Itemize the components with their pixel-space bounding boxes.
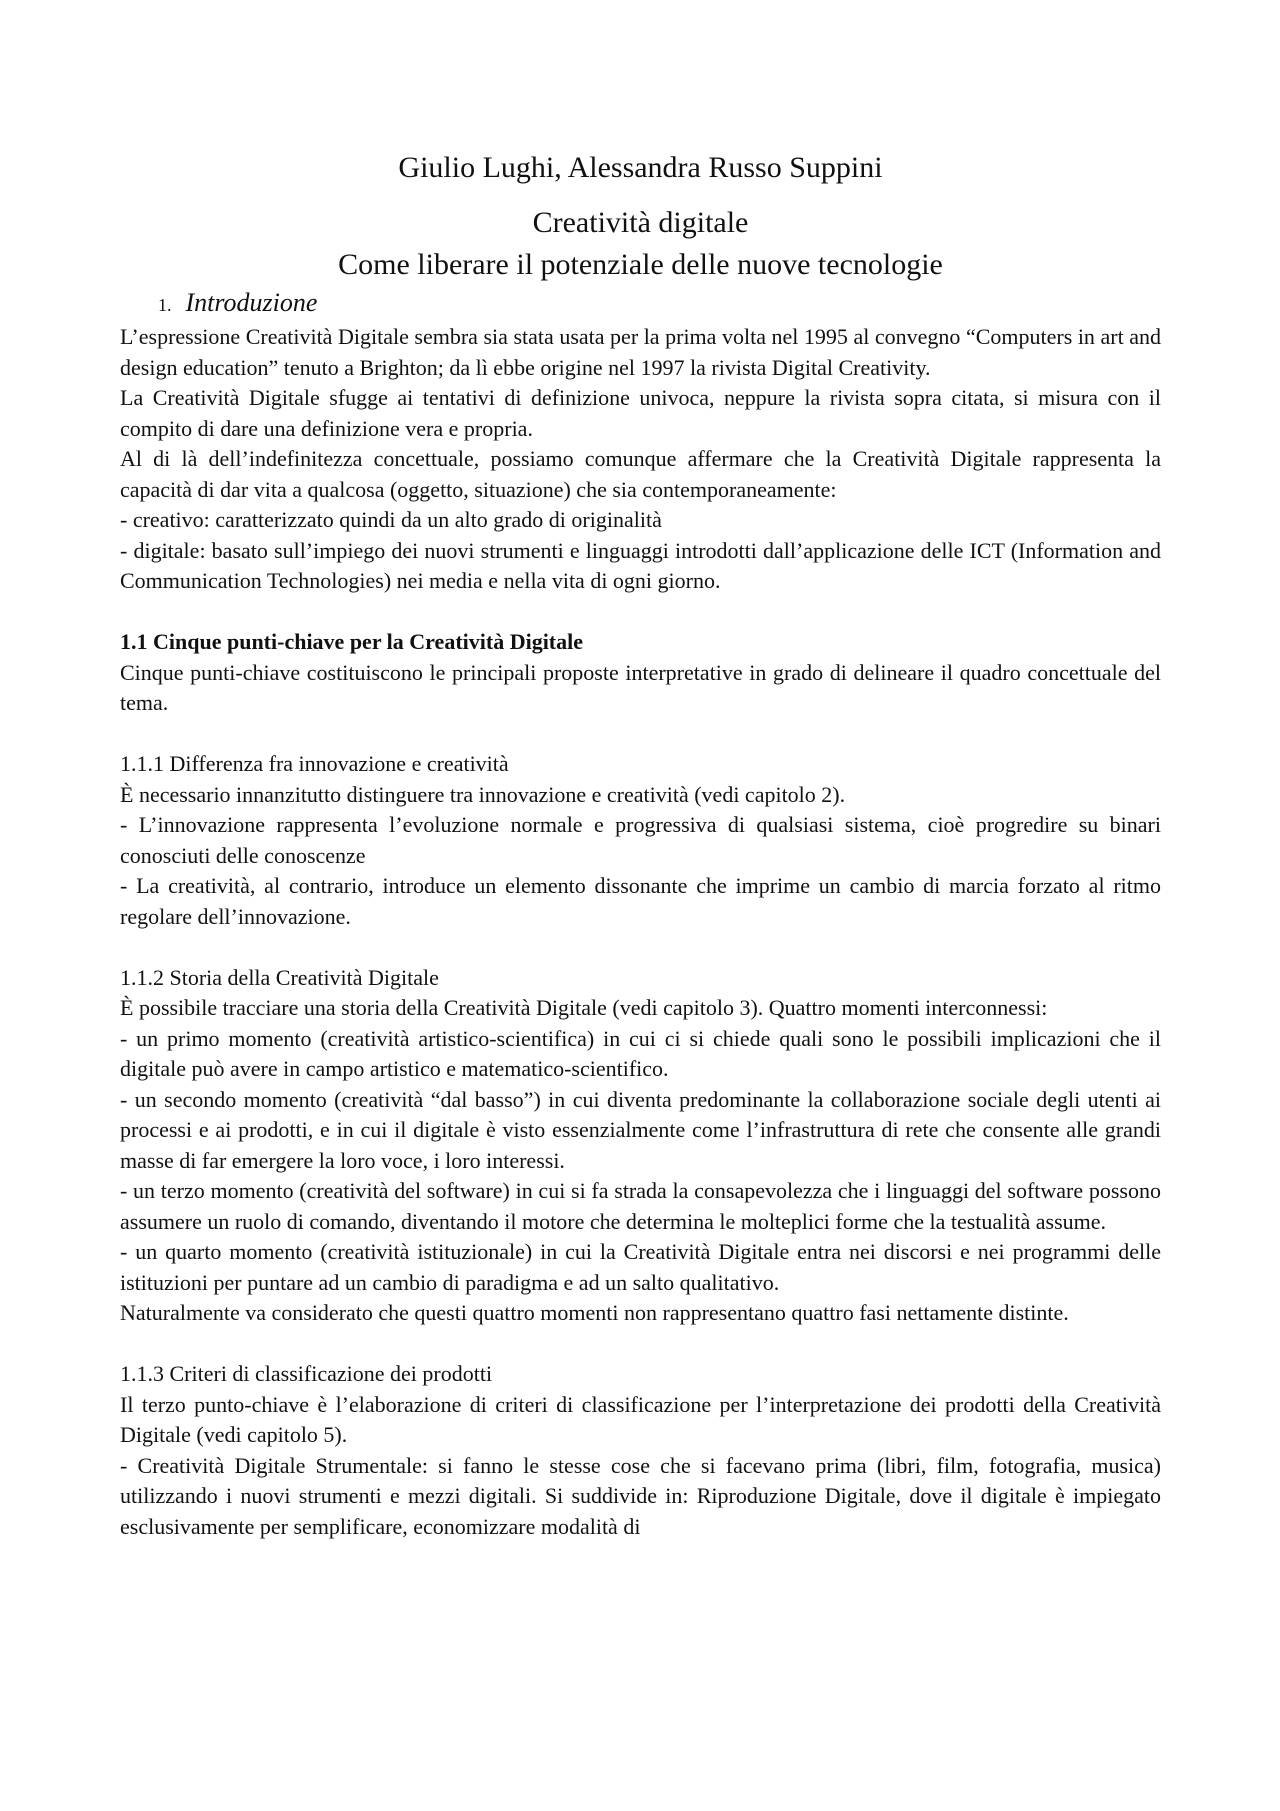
paragraph: La Creatività Digitale sfugge ai tentativi di definizione univoca, neppure la rivista sopra citata, si misura con il compito di dare una definizione vera e propria. [120, 385, 1161, 441]
list-item: - un terzo momento (creatività del software) in cui si fa strada la consapevolezza che i linguaggi del software possono assumere un ruolo di comando, diventando il motore che determina le molteplici forme che la testualità assume. [120, 1178, 1161, 1234]
list-item: - digitale: basato sull’impiego dei nuovi strumenti e linguaggi introdotti dall’applicazione delle ICT (Information and Communication Technologies) nei media e nella vita di ogni giorno. [120, 537, 1161, 593]
authors: Giulio Lughi, Alessandra Russo Suppini [398, 151, 883, 184]
paragraph: Naturalmente va considerato che questi quattro momenti non rappresentano quattro fasi nettamente distinte. [120, 1300, 1069, 1325]
paragraph: L’espressione Creatività Digitale sembra sia stata usata per la prima volta nel 1995 al convegno “Computers in art and design education” tenuto a Brighton; da lì ebbe origine nel 1997 la rivista Digital Creativity. [120, 324, 1161, 380]
spacer [120, 597, 1161, 628]
paragraph: È possibile tracciare una storia della Creatività Digitale (vedi capitolo 3). Quattro momenti interconnessi: [120, 995, 1048, 1020]
list-item: - un primo momento (creatività artistico-scientifica) in cui ci si chiede quali sono le possibili implicazioni che il digitale può avere in campo artistico e matematico-scientifico. [120, 1025, 1161, 1081]
spacer [120, 719, 1161, 750]
paragraph: Al di là dell’indefinitezza concettuale, possiamo comunque affermare che la Creatività Digitale rappresenta la capacità di dar vita a qualcosa (oggetto, situazione) che sia contemporaneamente: [120, 446, 1161, 502]
list-item: - un secondo momento (creatività “dal basso”) in cui diventa predominante la collaborazione sociale degli utenti ai processi e ai prodotti, e in cui il digitale è visto essenzialmente come l’infrastruttura di rete che consente alle grandi masse di far emergere la loro voce, i loro interessi. [120, 1086, 1161, 1173]
list-item: - Creatività Digitale Strumentale: si fanno le stesse cose che si facevano prima (libri, film, fotografia, musica) utilizzando i nuovi strumenti e mezzi digitali. Si suddivide in: Riproduzione Digitale, dove il digitale è impiegato esclusivamente per semplificare, economizzare modalità di [120, 1452, 1161, 1539]
paragraph: Cinque punti-chiave costituiscono le principali proposte interpretative in grado di delineare il quadro concettuale del tema. [120, 659, 1161, 715]
spacer [120, 932, 1161, 963]
section-heading: 1.1 Cinque punti-chiave per la Creatività Digitale [120, 629, 584, 654]
intro-heading-text: Introduzione [185, 288, 318, 317]
intro-heading [158, 286, 1161, 322]
book-title: Creatività digitale [532, 206, 749, 239]
list-item: - La creatività, al contrario, introduce un elemento dissonante che imprime un cambio di marcia forzato al ritmo regolare dell’innovazione. [120, 873, 1161, 929]
list-item: - creativo: caratterizzato quindi da un alto grado di originalità [120, 507, 662, 532]
subsection-heading: 1.1.1 Differenza fra innovazione e creatività [120, 751, 509, 776]
intro-number: 1. [158, 295, 172, 315]
subsection-heading: 1.1.3 Criteri di classificazione dei prodotti [120, 1361, 493, 1386]
spacer [120, 1329, 1161, 1360]
list-item: - un quarto momento (creatività istituzionale) in cui la Creatività Digitale entra nei discorsi e nei programmi delle istituzioni per puntare ad un cambio di paradigma e ad un salto qualitativo. [120, 1239, 1161, 1295]
list-item: - L’innovazione rappresenta l’evoluzione normale e progressiva di qualsiasi sistema, cioè progredire su binari conosciuti delle conoscenze [120, 812, 1161, 868]
book-subtitle: Come liberare il potenziale delle nuove tecnologie [338, 248, 943, 281]
paragraph: È necessario innanzitutto distinguere tra innovazione e creatività (vedi capitolo 2). [120, 781, 846, 807]
subsection-heading: 1.1.2 Storia della Creatività Digitale [120, 964, 439, 990]
paragraph: Il terzo punto-chiave è l’elaborazione di criteri di classificazione per l’interpretazione dei prodotti della Creatività Digitale (vedi capitolo 5). [120, 1391, 1161, 1447]
